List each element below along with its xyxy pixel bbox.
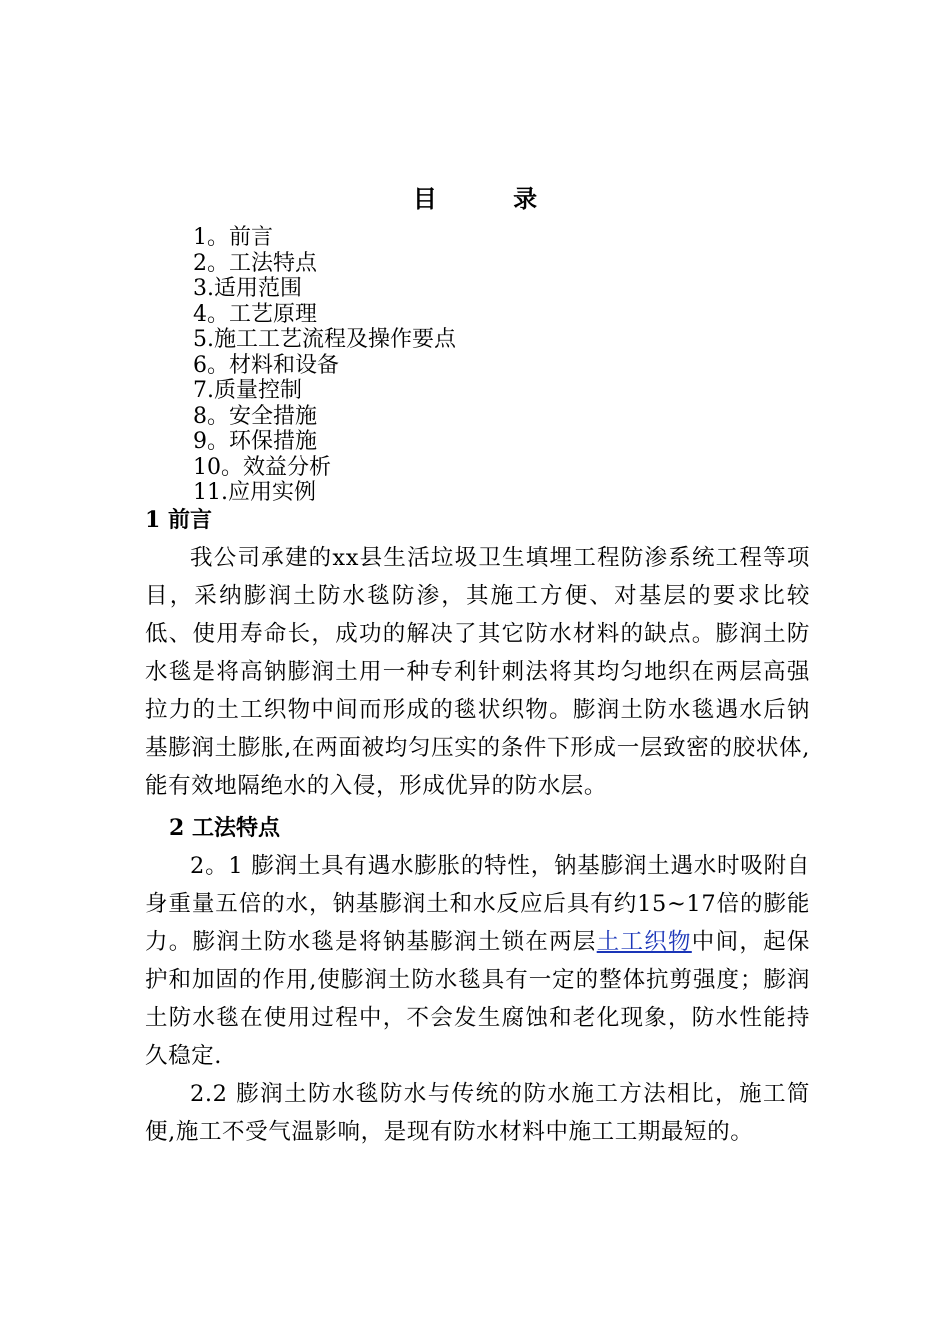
toc-list	[193, 225, 456, 506]
features-paragraph-1	[145, 847, 810, 1075]
toc-item: 4。工艺原理	[193, 301, 317, 327]
preface-paragraph: 我公司承建的xx县生活垃圾卫生填埋工程防渗系统工程等项目，采纳膨润土防水毯防渗，其施工方便、对基层的要求比较低、使用寿命长，成功的解决了其它防水材料的缺点。膨润土防水毯是将高钠膨润土用一种专利针刺法将其均匀地织在两层高强拉力的土工织物中间而形成的毯状织物。膨润土防水毯遇水后钠基膨润土膨胀,在两面被均匀压实的条件下形成一层致密的胶状体,能有效地隔绝水的入侵，形成优异的防水层。	[145, 545, 810, 799]
toc-item: 6。材料和设备	[193, 352, 339, 378]
features-paragraph-1-text-a: 2。1 膨润土具有遇水膨胀的特性，钠基膨润土遇水时吸附自身重量五倍的水，钠基膨润土和水反应后具有约15~17倍的膨能力。膨润土防水毯是将钠基膨润土锁在两层	[145, 853, 810, 955]
toc-title: 目 录	[412, 184, 572, 213]
toc-item: 3.适用范围	[193, 276, 302, 301]
toc-item: 10。效益分析	[193, 454, 331, 480]
toc-item: 9。环保措施	[193, 429, 317, 454]
document-body	[145, 505, 810, 1151]
section-heading-preface: 1 前言	[145, 507, 212, 533]
features-paragraph-1-text-b: 中间，起保护和加固的作用,使膨润土防水毯具有一定的整体抗剪强度；膨润土防水毯在使用过程中，不会发生腐蚀和老化现象，防水性能持久稳定.	[145, 929, 810, 1069]
section-heading-features: 2 工法特点	[169, 815, 280, 841]
toc-item: 1。前言	[193, 225, 273, 250]
toc-item: 2。工法特点	[193, 250, 317, 276]
geotextile-link[interactable]: 土工织物	[596, 929, 692, 955]
toc-item: 7.质量控制	[193, 378, 302, 403]
features-paragraph-2: 2.2 膨润土防水毯防水与传统的防水施工方法相比，施工简便,施工不受气温影响，是现有防水材料中施工工期最短的。	[145, 1081, 810, 1145]
toc-item: 8。安全措施	[193, 403, 317, 429]
toc-item: 5.施工工艺流程及操作要点	[193, 327, 456, 352]
toc-item: 11.应用实例	[193, 480, 316, 505]
